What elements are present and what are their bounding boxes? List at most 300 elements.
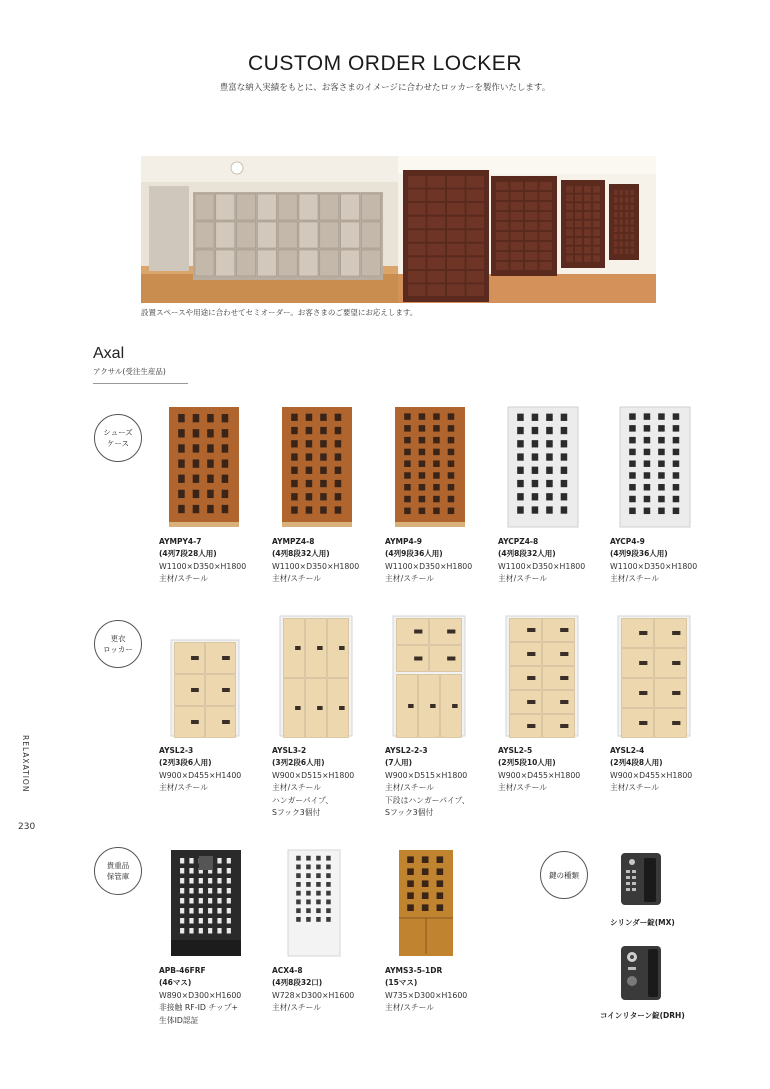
compartment-door: [227, 858, 231, 864]
compartment-door: [437, 868, 444, 875]
hero-locker-door: [614, 205, 618, 210]
hero-locker-door: [575, 255, 582, 262]
locker-door: [397, 619, 429, 645]
product-size: W735×D300×H1600: [385, 991, 468, 1000]
compartment-door: [296, 865, 301, 870]
hero-locker-door: [496, 202, 509, 210]
hero-locker-door: [631, 212, 635, 217]
locker-door: [543, 691, 575, 714]
compartment-door: [517, 493, 524, 500]
hero-locker-door: [428, 176, 446, 188]
hero-locker-door: [631, 190, 635, 195]
compartment-door: [517, 467, 524, 474]
brand-divider: [93, 383, 188, 384]
compartment-door: [207, 505, 214, 513]
hero-locker-door: [584, 221, 591, 228]
door-handle: [672, 691, 680, 695]
compartment-door: [419, 460, 426, 466]
compartment-door: [180, 918, 184, 924]
door-handle: [560, 700, 568, 704]
hero-locker-door: [195, 222, 214, 248]
locker-door: [175, 675, 205, 706]
product-size: W890×D300×H1600: [159, 991, 242, 1000]
hero-locker-door: [575, 229, 582, 236]
compartment-door: [546, 427, 553, 434]
page-number: 230: [18, 822, 36, 832]
hero-locker-door: [625, 205, 629, 210]
compartment-door: [291, 427, 298, 434]
compartment-door: [320, 480, 327, 487]
locker-door: [175, 643, 205, 674]
shoe-case-image: [506, 405, 580, 529]
product-model: ACX4-8: [272, 966, 303, 975]
compartment-door: [199, 898, 203, 904]
brand-subtitle: アクサル(受注生産品): [93, 367, 166, 376]
hero-locker-door: [631, 234, 635, 239]
compartment-door: [673, 460, 680, 466]
product-size: W1100×D350×H1800: [272, 562, 360, 571]
product-material: 主材/スチール: [272, 574, 322, 583]
hero-locker-door: [320, 250, 339, 276]
compartment-door: [291, 467, 298, 474]
door-handle: [414, 630, 422, 634]
compartment-door: [448, 508, 455, 514]
hero-locker-door: [341, 194, 360, 220]
door-handle: [447, 657, 455, 661]
hero-locker-door: [408, 244, 426, 256]
door-handle: [295, 646, 301, 650]
compartment-door: [644, 508, 651, 514]
compartment-door: [644, 449, 651, 455]
door-handle: [672, 661, 680, 665]
locker-door: [430, 619, 462, 645]
hero-locker-door: [540, 192, 553, 200]
hero-locker-door: [511, 192, 524, 200]
compartment-door: [644, 413, 651, 419]
compartment-door: [437, 880, 444, 887]
compartment-door: [673, 496, 680, 502]
compartment-door: [222, 490, 229, 498]
hero-locker-door: [620, 219, 624, 224]
compartment-door: [189, 878, 193, 884]
compartment-door: [193, 459, 200, 467]
compartment-door: [208, 918, 212, 924]
hero-locker-door: [525, 182, 538, 190]
compartment-door: [561, 480, 568, 487]
compartment-door: [217, 898, 221, 904]
compartment-door: [517, 414, 524, 421]
compartment-door: [658, 413, 665, 419]
compartment-door: [178, 414, 185, 422]
product-model: AYMP4-9: [385, 537, 423, 546]
hero-locker-door: [447, 190, 465, 202]
locker-door: [622, 649, 654, 678]
compartment-door: [217, 868, 221, 874]
compartment-door: [658, 508, 665, 514]
hero-locker-door: [540, 202, 553, 210]
category-key-types: 鍵の種類: [540, 851, 588, 899]
compartment-door: [180, 898, 184, 904]
hero-locker-door: [496, 192, 509, 200]
locker-door: [655, 619, 687, 648]
compartment-door: [561, 427, 568, 434]
product-capacity: (4列8段32人用): [498, 549, 556, 558]
compartment-door: [407, 904, 414, 911]
hero-locker-door: [540, 262, 553, 270]
door-handle: [527, 628, 535, 632]
compartment-door: [673, 508, 680, 514]
compartment-door: [306, 414, 313, 421]
product-material: 主材/スチール: [498, 783, 548, 792]
hero-locker-door: [447, 176, 465, 188]
compartment-door: [448, 449, 455, 455]
compartment-door: [227, 898, 231, 904]
compartment-door: [326, 882, 331, 887]
compartment-door: [532, 453, 539, 460]
compartment-door: [335, 506, 342, 513]
hero-locker-door: [496, 212, 509, 220]
compartment-door: [673, 437, 680, 443]
product-size: W1100×D350×H1800: [498, 562, 586, 571]
door-handle: [527, 652, 535, 656]
hero-locker-door: [408, 203, 426, 215]
product-card: [385, 848, 503, 1038]
shoe-case-image: [167, 405, 241, 529]
compartment-door: [208, 878, 212, 884]
compartment-door: [189, 918, 193, 924]
compartment-door: [306, 506, 313, 513]
compartment-door: [433, 484, 440, 490]
hero-locker-door: [614, 212, 618, 217]
compartment-door: [673, 425, 680, 431]
compartment-door: [433, 425, 440, 431]
hero-locker-door: [447, 217, 465, 229]
compartment-door: [517, 506, 524, 513]
door-handle: [527, 724, 535, 728]
door-handle: [527, 700, 535, 704]
hero-locker-door: [620, 227, 624, 232]
hero-locker-door: [361, 250, 380, 276]
compartment-door: [326, 891, 331, 896]
hero-locker-door: [631, 241, 635, 246]
compartment-door: [404, 496, 411, 502]
compartment-door: [208, 928, 212, 934]
hero-locker-door: [496, 232, 509, 240]
door-handle: [339, 706, 345, 710]
door-handle: [447, 630, 455, 634]
compartment-door: [658, 425, 665, 431]
compartment-door: [291, 453, 298, 460]
hero-locker-door: [447, 230, 465, 242]
hero-locker-door: [614, 190, 618, 195]
valuables-locker-image: [397, 848, 455, 958]
compartment-door: [207, 414, 214, 422]
door-handle: [560, 676, 568, 680]
hero-locker-door: [631, 227, 635, 232]
compartment-door: [433, 472, 440, 478]
locker-door: [655, 709, 687, 738]
hero-locker-door: [299, 222, 318, 248]
hero-locker-door: [540, 232, 553, 240]
door-handle: [639, 631, 647, 635]
hero-locker-door: [525, 232, 538, 240]
compartment-door: [407, 856, 414, 863]
compartment-door: [419, 496, 426, 502]
hero-locker-door: [566, 203, 573, 210]
locker-door: [510, 667, 542, 690]
hero-locker-door: [525, 192, 538, 200]
changing-locker-image: [504, 614, 580, 738]
hero-locker-door: [566, 255, 573, 262]
compartment-door: [291, 480, 298, 487]
product-card: [498, 405, 616, 595]
product-card: [610, 405, 728, 595]
door-handle: [222, 720, 230, 724]
product-capacity: (3列2段6人用): [272, 758, 325, 767]
product-card: [159, 848, 277, 1038]
product-material: 主材/スチール: [498, 574, 548, 583]
product-capacity: (4列9段36人用): [610, 549, 668, 558]
compartment-door: [658, 449, 665, 455]
door-handle: [191, 656, 199, 660]
door-handle: [222, 656, 230, 660]
compartment-door: [178, 459, 185, 467]
door-handle: [317, 646, 323, 650]
product-card: [159, 612, 277, 812]
compartment-door: [227, 868, 231, 874]
product-model: APB-46FRF: [159, 966, 206, 975]
compartment-door: [178, 444, 185, 452]
locker-door: [622, 679, 654, 708]
hero-locker-door: [584, 212, 591, 219]
compartment-door: [561, 453, 568, 460]
hero-locker-door: [467, 271, 485, 283]
compartment-door: [437, 904, 444, 911]
hero-locker-door: [408, 176, 426, 188]
hero-locker-door: [447, 257, 465, 269]
hero-locker-door: [361, 222, 380, 248]
compartment-door: [296, 873, 301, 878]
locker-door: [306, 619, 327, 678]
hero-locker-door: [408, 257, 426, 269]
hero-locker-door: [408, 230, 426, 242]
compartment-door: [629, 437, 636, 443]
product-material: 非接触 RF-ID チップ+ 生体ID認証: [159, 1003, 239, 1025]
hero-locker-door: [428, 190, 446, 202]
compartment-door: [189, 928, 193, 934]
product-card: [610, 612, 728, 812]
compartment-door: [335, 440, 342, 447]
compartment-door: [227, 908, 231, 914]
hero-locker-door: [614, 227, 618, 232]
compartment-door: [320, 467, 327, 474]
locker-door: [284, 679, 305, 738]
compartment-door: [673, 484, 680, 490]
hero-locker-door: [540, 212, 553, 220]
hero-locker-door: [575, 212, 582, 219]
compartment-door: [326, 900, 331, 905]
hero-locker-door: [625, 197, 629, 202]
hero-locker-door: [540, 222, 553, 230]
hero-locker-door: [216, 194, 235, 220]
compartment-door: [222, 414, 229, 422]
hero-locker-door: [428, 217, 446, 229]
compartment-door: [629, 508, 636, 514]
hero-locker-door: [511, 262, 524, 270]
hero-locker-door: [467, 217, 485, 229]
compartment-door: [448, 413, 455, 419]
compartment-door: [546, 506, 553, 513]
hero-locker-door: [620, 205, 624, 210]
hero-locker-door: [566, 195, 573, 202]
product-card: [272, 612, 390, 822]
product-model: AYCPZ4-8: [498, 537, 539, 546]
locker-door: [510, 691, 542, 714]
hero-locker-door: [620, 197, 624, 202]
locker-door: [441, 675, 462, 738]
hero-locker-door: [467, 176, 485, 188]
locker-door: [622, 619, 654, 648]
compartment-door: [193, 505, 200, 513]
product-size: W900×D455×H1400: [159, 771, 242, 780]
compartment-door: [419, 413, 426, 419]
compartment-door: [629, 484, 636, 490]
hero-locker-door: [408, 190, 426, 202]
hero-locker-door: [584, 195, 591, 202]
product-size: W900×D515×H1800: [385, 771, 468, 780]
door-handle: [191, 688, 199, 692]
compartment-door: [296, 891, 301, 896]
compartment-door: [404, 425, 411, 431]
compartment-door: [561, 414, 568, 421]
cylinder-lock-icon: [620, 852, 664, 912]
hero-locker-door: [447, 284, 465, 296]
product-model: AYMPZ4-8: [272, 537, 315, 546]
product-model: AYSL2-2-3: [385, 746, 428, 755]
hero-locker-door: [614, 249, 618, 254]
hero-locker-door: [575, 203, 582, 210]
compartment-door: [437, 856, 444, 863]
compartment-door: [199, 908, 203, 914]
compartment-door: [532, 467, 539, 474]
door-handle: [672, 721, 680, 725]
hero-locker-door: [428, 271, 446, 283]
hero-locker-door: [584, 186, 591, 193]
compartment-door: [208, 908, 212, 914]
compartment-door: [644, 425, 651, 431]
changing-locker-image: [616, 614, 692, 738]
hero-locker-door: [525, 222, 538, 230]
compartment-door: [178, 475, 185, 483]
compartment-door: [306, 480, 313, 487]
compartment-door: [320, 427, 327, 434]
compartment-door: [306, 891, 311, 896]
door-handle: [452, 704, 458, 708]
product-card: [385, 405, 503, 595]
hero-locker-door: [593, 203, 600, 210]
compartment-door: [291, 506, 298, 513]
locker-door: [306, 679, 327, 738]
compartment-door: [404, 472, 411, 478]
compartment-door: [335, 414, 342, 421]
hero-locker-door: [278, 222, 297, 248]
hero-locker-door: [620, 234, 624, 239]
hero-locker-door: [428, 284, 446, 296]
product-material: 主材/スチール: [385, 1003, 435, 1012]
locker-door: [543, 619, 575, 642]
compartment-door: [306, 917, 311, 922]
compartment-door: [335, 427, 342, 434]
hero-locker-door: [525, 262, 538, 270]
hero-locker-door: [428, 244, 446, 256]
product-capacity: (4列9段36人用): [385, 549, 443, 558]
compartment-door: [326, 873, 331, 878]
hero-locker-door: [467, 284, 485, 296]
compartment-door: [222, 429, 229, 437]
hero-caption: 設置スペースや用途に合わせてセミオーダー。お客さまのご要望にお応えします。: [141, 308, 418, 317]
compartment-door: [561, 467, 568, 474]
locker-door: [397, 646, 429, 672]
hero-locker-door: [496, 242, 509, 250]
hero-locker-door: [195, 250, 214, 276]
compartment-door: [199, 928, 203, 934]
compartment-door: [306, 440, 313, 447]
compartment-door: [306, 453, 313, 460]
hero-locker-door: [575, 186, 582, 193]
locker-door: [206, 643, 236, 674]
compartment-door: [629, 425, 636, 431]
compartment-door: [291, 493, 298, 500]
hero-locker-door: [593, 247, 600, 254]
compartment-door: [517, 440, 524, 447]
product-model: AYCP4-9: [610, 537, 645, 546]
product-capacity: (4列8段32口): [272, 978, 323, 987]
product-size: W900×D515×H1800: [272, 771, 355, 780]
door-handle: [408, 704, 414, 708]
compartment-door: [561, 506, 568, 513]
product-capacity: (46マス): [159, 978, 192, 987]
compartment-door: [222, 459, 229, 467]
hero-locker-door: [447, 203, 465, 215]
product-card: [498, 612, 616, 812]
shoe-case-image: [280, 405, 354, 529]
changing-locker-image: [278, 614, 354, 738]
compartment-door: [306, 467, 313, 474]
compartment-door: [658, 460, 665, 466]
compartment-door: [404, 484, 411, 490]
hero-locker-door: [593, 195, 600, 202]
locker-door: [543, 667, 575, 690]
compartment-door: [316, 908, 321, 913]
door-handle: [672, 631, 680, 635]
compartment-door: [320, 453, 327, 460]
product-capacity: (4列7段28人用): [159, 549, 217, 558]
hero-locker-door: [593, 212, 600, 219]
product-capacity: (2列4段8人用): [610, 758, 663, 767]
product-card: [272, 405, 390, 595]
compartment-door: [217, 858, 221, 864]
compartment-door: [208, 888, 212, 894]
product-material: 主材/スチール: [159, 574, 209, 583]
door-handle: [527, 676, 535, 680]
product-size: W900×D455×H1800: [610, 771, 693, 780]
compartment-door: [296, 856, 301, 861]
locker-door: [284, 619, 305, 678]
hero-locker-door: [620, 249, 624, 254]
compartment-door: [546, 467, 553, 474]
compartment-door: [189, 858, 193, 864]
hero-locker-door: [341, 250, 360, 276]
